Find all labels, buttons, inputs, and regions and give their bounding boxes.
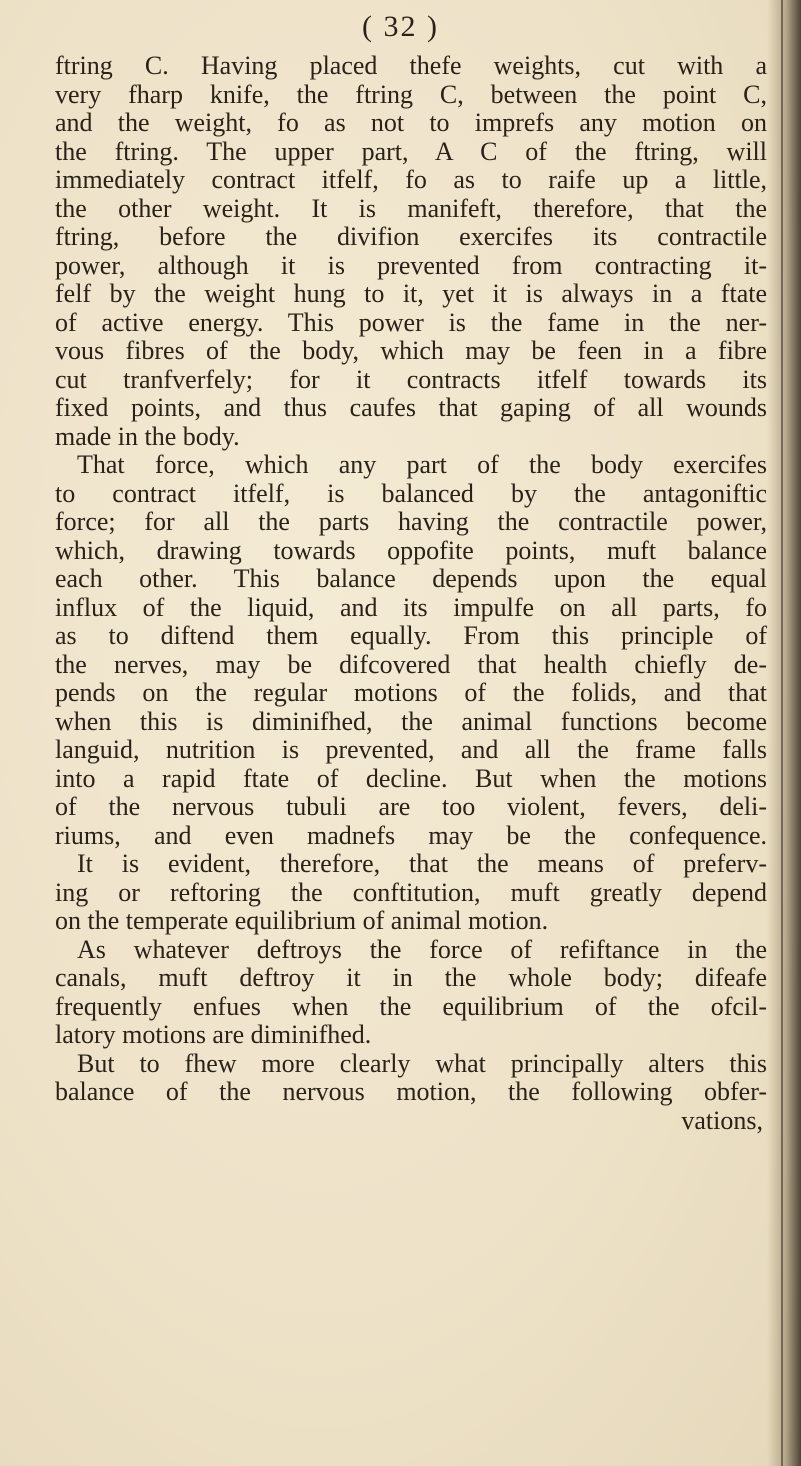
- text-line: which, drawing towards oppofite points, muft balance: [55, 535, 767, 565]
- text-line: As whatever deftroys the force of refiftance in the: [77, 934, 767, 964]
- text-line: to contract itfelf, is balanced by the antagoniftic: [55, 478, 767, 508]
- text-line: That force, which any part of the body exercifes: [77, 450, 767, 479]
- text-line: when this is diminifhed, the animal functions become: [55, 706, 767, 736]
- text-line: ftring C. Having placed thefe weights, cut with a: [55, 51, 767, 80]
- text-line: influx of the liquid, and its impulfe on all parts, fo: [55, 592, 767, 622]
- text-line: ing or reftoring the conftitution, muft greatly depend: [55, 877, 767, 907]
- text-line: riums, and even madnefs may be the confequence.: [55, 820, 767, 850]
- text-line: as to diftend them equally. From this principle of: [55, 621, 767, 650]
- text-line: on the temperate equilibrium of animal motion.: [55, 906, 549, 935]
- text-line: latory motions are diminifhed.: [55, 1020, 372, 1049]
- text-line: It is evident, therefore, that the means of preferv-: [77, 849, 767, 878]
- text-line: pends on the regular motions of the folids, and that: [55, 678, 767, 707]
- body-text: [55, 52, 767, 1135]
- text-line: of the nervous tubuli are too violent, fevers, deli-: [55, 792, 767, 821]
- text-line: canals, muft deftroy it in the whole body; difeafe: [55, 963, 767, 992]
- text-line: power, although it is prevented from contracting it-: [55, 250, 767, 280]
- page-gutter-shadow: [767, 0, 801, 1466]
- text-line: immediately contract itfelf, fo as to raife up a little,: [55, 165, 767, 194]
- text-line: But to fhew more clearly what principally alters this: [77, 1048, 767, 1078]
- page-gutter-edge: [781, 0, 783, 1466]
- text-line: and the weight, fo as not to imprefs any motion on: [55, 108, 767, 137]
- text-line: languid, nutrition is prevented, and all the frame falls: [55, 735, 767, 764]
- text-line: cut tranfverfely; for it contracts itfelf towards its: [55, 364, 767, 394]
- text-line: felf by the weight hung to it, yet it is always in a ftate: [55, 279, 767, 308]
- text-line: frequently enfues when the equilibrium of the ofcil-: [55, 991, 767, 1021]
- text-line: each other. This balance depends upon the equal: [55, 564, 767, 593]
- text-line: force; for all the parts having the contractile power,: [55, 507, 767, 536]
- text-line: ftring, before the divifion exercifes its contractile: [55, 222, 767, 251]
- text-line: fixed points, and thus caufes that gaping of all wounds: [55, 393, 767, 422]
- text-line: very fharp knife, the ftring C, between the point C,: [55, 79, 767, 109]
- text-line: vous fibres of the body, which may be feen in a fibre: [55, 336, 767, 365]
- catchword: vations,: [681, 1105, 763, 1135]
- text-line: made in the body.: [55, 421, 240, 451]
- page-number: ( 32 ): [362, 10, 439, 43]
- text-line: into a rapid ftate of decline. But when the motions: [55, 763, 767, 793]
- text-line: the nerves, may be difcovered that health chiefly de-: [55, 649, 767, 679]
- text-line: of active energy. This power is the fame in the ner-: [55, 307, 767, 337]
- text-line: the other weight. It is manifeft, therefore, that the: [55, 193, 767, 223]
- text-line: the ftring. The upper part, A C of the ftring, will: [55, 136, 767, 166]
- text-line: balance of the nervous motion, the following obfer-: [55, 1077, 767, 1106]
